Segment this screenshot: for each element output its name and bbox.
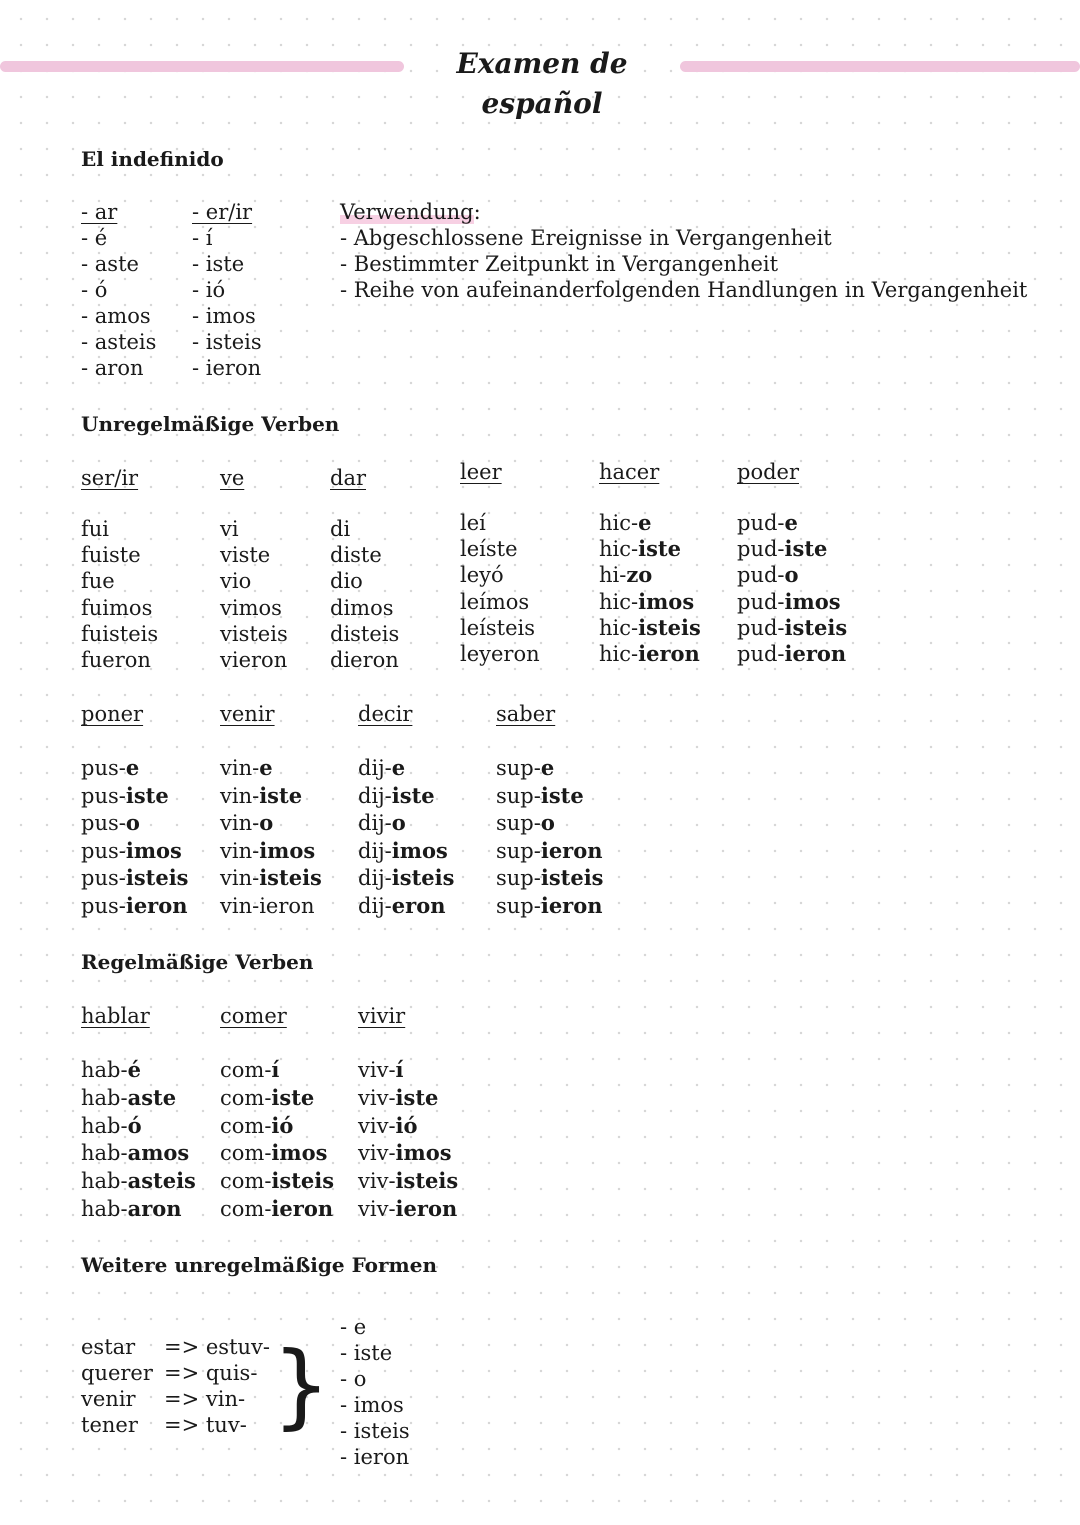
verb-stem: viv- (358, 1085, 396, 1110)
verb-form (599, 562, 652, 588)
verb-stem: hab- (81, 1058, 128, 1082)
verb-form (81, 568, 115, 594)
verb-ending: amos (127, 1140, 190, 1166)
further-ending: - ieron (340, 1445, 410, 1469)
verb-form (220, 783, 302, 809)
verb-form (330, 568, 363, 594)
verb-ending: o (259, 810, 274, 836)
verb-form (81, 838, 182, 864)
verb-form (737, 615, 847, 641)
verb-stem: visteis (220, 621, 288, 646)
verb-stem: viv- (358, 1169, 396, 1194)
verb-form (81, 647, 151, 673)
verb-form (220, 1085, 314, 1111)
verb-form (737, 641, 846, 667)
verb-ending: o (784, 562, 799, 588)
verb-ending: aron (127, 1196, 182, 1221)
verb-form (358, 838, 448, 864)
verb-stem: viv- (358, 1058, 396, 1082)
er-ir-ending: - í (192, 226, 213, 250)
verb-stem: diste (330, 543, 382, 568)
verb-stem: hic- (599, 511, 639, 535)
verb-stem: com- (220, 1085, 272, 1110)
verb-form (81, 621, 158, 647)
further-heading: Weitere unregelmäßige Formen (81, 1253, 437, 1277)
regular-heading: Regelmäßige Verben (81, 950, 314, 974)
verb-ending: iste (395, 1084, 439, 1110)
verb-ending: ieron (638, 641, 700, 666)
verb-stem: sup- (496, 811, 541, 836)
er-ir-header: - er/ir (192, 200, 253, 224)
verb-form (460, 641, 540, 667)
verb-stem: pud- (737, 537, 785, 562)
verb-form (460, 536, 518, 562)
verb-stem: hic- (599, 589, 639, 614)
verb-form (220, 838, 315, 864)
further-verb: venir (81, 1387, 136, 1411)
verb-ending: ó (127, 1112, 142, 1138)
verb-stem: leí (460, 511, 486, 535)
further-stem: => vin- (164, 1387, 246, 1411)
verb-infinitive: vivir (358, 1004, 406, 1028)
verb-ending: isteis (125, 865, 189, 891)
verb-stem: leísteis (460, 615, 535, 640)
ar-endings-column (81, 199, 156, 381)
usage-item: - Abgeschlossene Ereignisse in Vergangenheit (340, 226, 832, 250)
verb-ending: zo (626, 562, 653, 588)
verb-stem: pud- (737, 615, 785, 640)
verb-stem: hab- (81, 1141, 128, 1166)
verb-ending: isteis (259, 865, 322, 891)
verb-stem: sup- (496, 756, 541, 780)
verb-infinitive: dar (330, 466, 367, 490)
verb-infinitive: ser/ir (81, 466, 139, 490)
verb-infinitive: comer (220, 1004, 287, 1028)
verb-infinitive: hablar (81, 1004, 150, 1028)
er-ir-ending: - ió (192, 278, 226, 302)
verb-infinitive: ve (220, 466, 245, 490)
verb-ending: e (784, 510, 798, 535)
verb-form (81, 595, 152, 621)
verb-form (220, 1057, 279, 1083)
verb-form (81, 1113, 142, 1139)
verb-ending: iste (259, 782, 303, 808)
verb-ending: ió (395, 1112, 418, 1138)
verb-stem: com- (220, 1141, 272, 1166)
verb-stem: viv- (358, 1113, 396, 1138)
verb-stem: vin- (220, 838, 260, 863)
further-ending: - imos (340, 1393, 404, 1417)
verb-form (358, 810, 406, 836)
further-endings-column (340, 1314, 410, 1470)
verb-form (358, 1140, 452, 1166)
verb-form (81, 516, 109, 542)
er-ir-ending: - isteis (192, 330, 262, 354)
verb-ending: eron (391, 893, 446, 918)
usage-block (340, 199, 1027, 303)
verb-form (220, 755, 273, 781)
verb-stem: fui (81, 517, 110, 541)
verb-stem: vio (220, 569, 252, 594)
verb-form (220, 865, 322, 891)
verb-stem: vin- (220, 756, 260, 780)
verb-ending: é (127, 1057, 141, 1082)
verb-form (358, 783, 435, 809)
verb-stem: dij- (358, 894, 392, 918)
verb-ending: e (391, 755, 406, 780)
verb-ending: í (395, 1057, 404, 1082)
verb-form (330, 516, 350, 542)
verb-form (737, 589, 841, 615)
verb-form (737, 536, 827, 562)
verb-form (81, 783, 169, 809)
verb-infinitive: hacer (599, 460, 660, 484)
verb-form (81, 893, 188, 919)
verb-form (496, 783, 584, 809)
verb-stem: disteis (330, 621, 400, 646)
verb-stem: sup- (496, 894, 541, 918)
verb-form (496, 865, 604, 891)
verb-ending: asteis (127, 1168, 196, 1194)
verb-form (81, 542, 141, 568)
usage-label: Verwendung (340, 200, 474, 224)
verb-ending: e (638, 510, 652, 535)
verb-stem: vimos (220, 595, 282, 620)
verb-infinitive: saber (496, 702, 556, 726)
verb-form (358, 1085, 438, 1111)
er-ir-ending: - iste (192, 252, 245, 276)
verb-form (496, 810, 555, 836)
verb-stem: vi (220, 517, 239, 541)
verb-form (599, 615, 701, 641)
verb-stem: dij- (358, 811, 392, 836)
verb-ending: ieron (271, 1196, 334, 1221)
verb-stem: hab- (81, 1197, 128, 1221)
verb-stem: pus- (81, 866, 126, 891)
further-verbs-column (81, 1334, 153, 1438)
page-title: Examen de español (456, 47, 628, 120)
verb-stem: hic- (599, 615, 639, 640)
verb-form (220, 568, 251, 594)
irregular-heading: Unregelmäßige Verben (81, 412, 340, 436)
verb-stem: di (330, 517, 351, 541)
verb-form (737, 562, 799, 588)
verb-ending: imos (259, 837, 316, 863)
verb-stem: vin- (220, 866, 260, 891)
further-ending: - isteis (340, 1419, 410, 1443)
verb-form (460, 562, 504, 588)
verb-stem: com- (220, 1058, 272, 1082)
verb-ending: iste (125, 782, 169, 808)
verb-ending: isteis (391, 865, 455, 891)
verb-infinitive: venir (220, 702, 275, 726)
verb-stem: fueron (81, 648, 151, 672)
verb-form (220, 1168, 334, 1194)
verb-form (737, 510, 798, 536)
verb-form (460, 510, 486, 536)
verb-stem: hab- (81, 1169, 128, 1194)
verb-form (358, 755, 405, 781)
verb-form (358, 1196, 457, 1222)
verb-ending: ió (271, 1112, 294, 1138)
verb-form (220, 516, 239, 542)
verb-form (220, 542, 270, 568)
verb-ending: iste (540, 782, 584, 808)
verb-form (496, 755, 554, 781)
verb-form (358, 1057, 404, 1083)
verb-ending: e (125, 755, 140, 780)
verb-stem: pus- (81, 838, 126, 863)
further-verb: estar (81, 1335, 136, 1359)
er-ir-endings-column (192, 199, 262, 381)
verb-ending: ieron (784, 641, 847, 666)
further-stem: => estuv- (164, 1335, 270, 1359)
ar-ending: - ó (81, 278, 108, 302)
verb-infinitive: leer (460, 460, 502, 484)
verb-stem: hi- (599, 563, 627, 588)
verb-ending: iste (638, 536, 681, 562)
further-verb: querer (81, 1361, 153, 1385)
verb-form (330, 595, 394, 621)
verb-ending: imos (395, 1140, 452, 1166)
verb-ending: í (271, 1057, 280, 1082)
further-stems-column (164, 1334, 270, 1438)
verb-stem: hab- (81, 1113, 128, 1138)
verb-form (220, 595, 282, 621)
further-verb: tener (81, 1413, 138, 1437)
verb-stem: sup- (496, 783, 541, 808)
verb-stem: dio (330, 569, 363, 594)
verb-stem: hab- (81, 1085, 128, 1110)
er-ir-ending: - ieron (192, 356, 262, 380)
verb-ending: iste (784, 536, 828, 562)
verb-form (358, 865, 454, 891)
verb-ending: o (540, 810, 555, 836)
verb-stem: pud- (737, 511, 785, 535)
verb-stem: dij- (358, 866, 392, 891)
verb-ending: isteis (395, 1168, 459, 1194)
verb-stem: fuimos (81, 595, 153, 620)
verb-ending: imos (125, 837, 182, 863)
verb-ending: imos (271, 1140, 328, 1166)
verb-stem: vin- (220, 783, 260, 808)
verb-form (81, 865, 189, 891)
verb-form (220, 893, 315, 919)
verb-form (81, 1196, 182, 1222)
ar-ending: - é (81, 226, 108, 250)
ar-ending: - aste (81, 252, 139, 276)
verb-ending: o (125, 810, 140, 836)
verb-ending: iste (271, 1084, 315, 1110)
title-bar-right (680, 61, 1080, 72)
verb-ending: isteis (271, 1168, 335, 1194)
verb-stem: viv- (358, 1141, 396, 1166)
verb-stem: dimos (330, 595, 394, 620)
verb-stem: viv- (358, 1197, 396, 1221)
verb-stem: pus- (81, 783, 126, 808)
verb-infinitive: poder (737, 460, 799, 484)
verb-form (220, 621, 288, 647)
verb-stem: leyeron (460, 642, 540, 666)
verb-ending: aste (127, 1084, 177, 1110)
verb-form (330, 621, 399, 647)
ar-header: - ar (81, 200, 118, 224)
usage-label-row: Verwendung: (340, 200, 481, 224)
verb-stem: com- (220, 1197, 272, 1221)
verb-ending: isteis (540, 865, 604, 891)
verb-ending: o (391, 810, 406, 836)
verb-stem: dij- (358, 756, 392, 780)
verb-stem: pus- (81, 894, 126, 918)
verb-stem: vin- (220, 811, 260, 836)
verb-ending: ieron (125, 893, 188, 918)
verb-form (496, 838, 603, 864)
curly-brace: } (272, 1332, 331, 1439)
verb-form (81, 1085, 176, 1111)
verb-stem: com- (220, 1113, 272, 1138)
verb-form (220, 1113, 293, 1139)
verb-stem: dij- (358, 783, 392, 808)
verb-form (330, 647, 399, 673)
verb-stem: fuisteis (81, 621, 159, 646)
verb-form (460, 589, 529, 615)
verb-ending: imos (638, 588, 695, 614)
verb-form (81, 1057, 141, 1083)
verb-stem: dieron (330, 648, 399, 672)
further-stem: => tuv- (164, 1413, 247, 1437)
verb-form (460, 615, 535, 641)
verb-stem: hic- (599, 642, 639, 666)
verb-ending: e (259, 755, 273, 780)
er-ir-ending: - imos (192, 304, 256, 328)
verb-stem: sup- (496, 866, 541, 891)
further-ending: - iste (340, 1341, 393, 1365)
verb-stem: pus- (81, 811, 126, 836)
verb-form (358, 1168, 458, 1194)
verb-stem: pud- (737, 589, 785, 614)
further-stem: => quis- (164, 1361, 258, 1385)
verb-ending: iste (391, 782, 435, 808)
verb-stem: pud- (737, 642, 785, 666)
usage-item: - Bestimmter Zeitpunkt in Vergangenheit (340, 252, 779, 276)
verb-stem: leíste (460, 537, 518, 562)
verb-stem: vin-ieron (220, 894, 315, 918)
indefinido-heading: El indefinido (81, 147, 224, 171)
verb-stem: dij- (358, 838, 392, 863)
verb-stem: leímos (460, 589, 530, 614)
verb-ending: ieron (395, 1196, 458, 1221)
verb-form (81, 1168, 196, 1194)
verb-stem: pus- (81, 756, 126, 780)
verb-form (599, 589, 694, 615)
further-ending: - e (340, 1315, 367, 1339)
verb-infinitive: decir (358, 702, 413, 726)
verb-stem: fue (81, 569, 115, 594)
verb-form (599, 641, 700, 667)
ar-ending: - amos (81, 304, 151, 328)
verb-ending: ieron (540, 837, 603, 863)
verb-stem: leyó (460, 563, 504, 588)
verb-stem: hic- (599, 537, 639, 562)
verb-stem: com- (220, 1169, 272, 1194)
verb-ending: imos (784, 588, 841, 614)
verb-form (599, 510, 651, 536)
verb-stem: pud- (737, 563, 785, 588)
verb-form (496, 893, 603, 919)
verb-form (81, 1140, 189, 1166)
verb-form (599, 536, 681, 562)
verb-form (220, 810, 273, 836)
verb-form (81, 755, 139, 781)
verb-form (220, 647, 287, 673)
title-bar-left (0, 61, 404, 72)
verb-ending: isteis (784, 614, 848, 640)
verb-ending: imos (391, 837, 448, 863)
verb-form (330, 542, 382, 568)
verb-form (358, 893, 445, 919)
verb-stem: sup- (496, 838, 541, 863)
usage-item: - Reihe von aufeinanderfolgenden Handlungen in Vergangenheit (340, 278, 1028, 302)
verb-ending: e (540, 755, 555, 780)
ar-ending: - asteis (81, 330, 157, 354)
verb-stem: viste (220, 543, 271, 568)
verb-ending: ieron (540, 893, 603, 918)
verb-form (220, 1140, 327, 1166)
further-ending: - o (340, 1367, 367, 1391)
verb-form (81, 810, 140, 836)
verb-stem: fuiste (81, 543, 141, 568)
ar-ending: - aron (81, 356, 144, 380)
verb-form (358, 1113, 418, 1139)
verb-ending: isteis (638, 614, 701, 640)
verb-stem: vieron (220, 648, 288, 672)
verb-form (220, 1196, 333, 1222)
verb-infinitive: poner (81, 702, 144, 726)
